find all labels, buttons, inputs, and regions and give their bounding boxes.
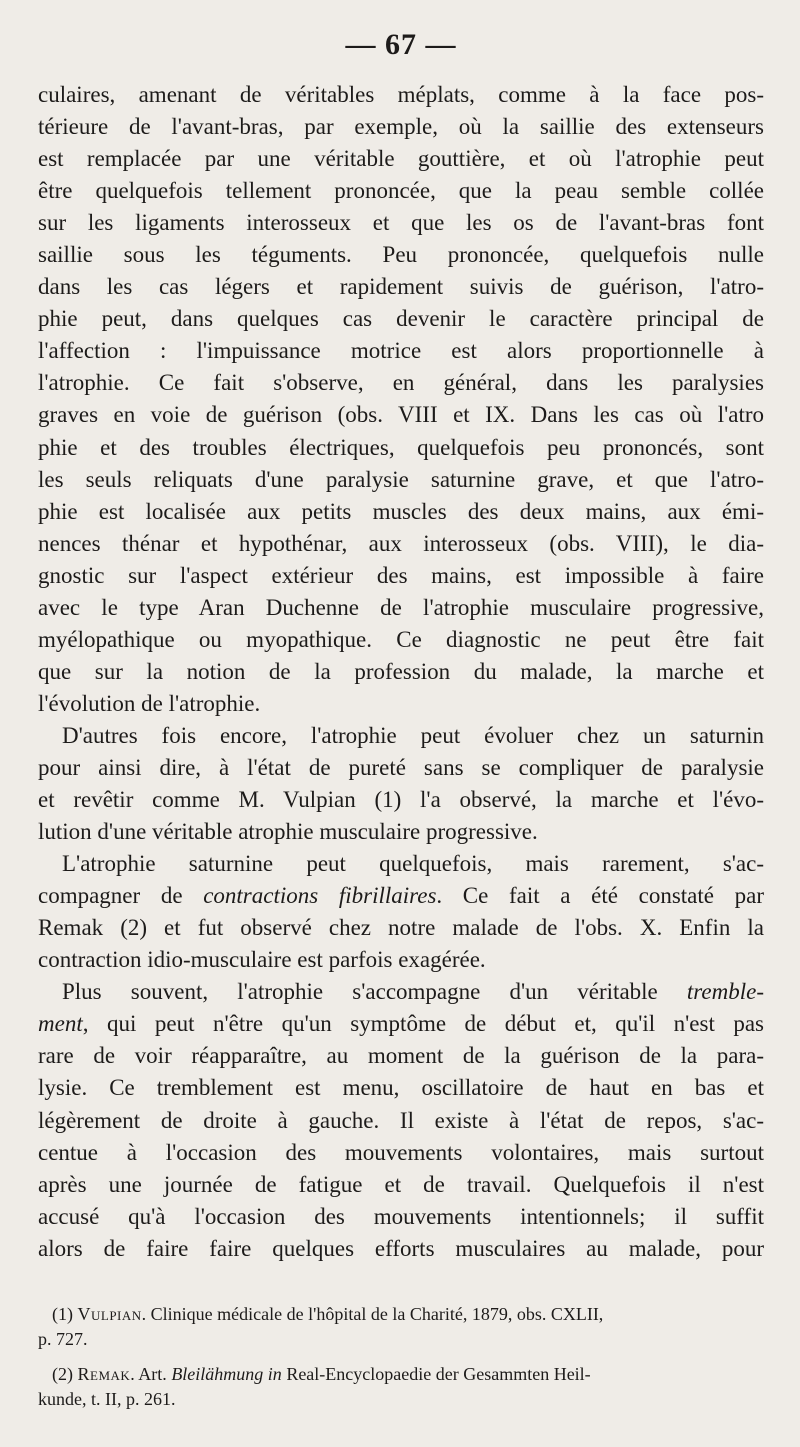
text-line: phie et des troubles électriques, quelquefois peu prononcés, sont [38,434,764,460]
text-line: lysie. Ce tremblement est menu, oscillatoire de haut en bas et [38,1075,764,1101]
document-page [38,0,764,1447]
text-line: lution d'une véritable atrophie musculaire progressive. [38,819,538,845]
italic-term: tremble- [686,979,764,1005]
footnote-line: p. 727. [38,1329,88,1349]
text-line: phie est localisée aux petits muscles des deux mains, aux émi- [38,498,764,524]
footnotes [38,1302,764,1422]
text-line: contraction idio-musculaire est parfois exagérée. [38,947,486,973]
text-line: centue à l'occasion des mouvements volontaires, mais surtout [38,1139,764,1165]
text-line-with-italic [38,1008,764,1040]
page-number: — 67 — [345,28,457,61]
text-run: . Ce fait a été constaté par [436,883,765,909]
text-line-with-italic [38,976,764,1008]
footnote-line [38,1362,764,1387]
text-line: que sur la notion de la profession du malade, la marche et [38,658,764,684]
text-line: l'affection : l'impuissance motrice est alors proportionnelle à [38,338,764,364]
text-line: nences thénar et hypothénar, aux interosseux (obs. VIII), le dia- [38,530,764,556]
text-run: , qui peut n'être qu'un symptôme de début et, qu'il n'est pas [82,1011,764,1037]
italic-term: ment [38,1011,83,1037]
text-line-with-italic [38,880,764,912]
footnote-italic-title: Bleilähmung in [171,1364,282,1384]
text-line: saillie sous les téguments. Peu prononcée, quelquefois nulle [38,242,764,268]
footnote-marker: (1) [52,1304,73,1324]
footnote-2 [38,1362,764,1412]
body-text [38,79,764,1265]
text-line: et revêtir comme M. Vulpian (1) l'a observé, la marche et l'évo- [38,787,764,813]
text-line: les seuls reliquats d'une paralysie saturnine grave, et que l'atro- [38,466,764,492]
footnote-text: Real-Encyclopaedie der Gesammten Heil- [281,1364,591,1384]
text-line: gnostic sur l'aspect extérieur des mains, est impossible à faire [38,562,764,588]
paragraph-1 [38,79,764,720]
footnote-author: Remak [77,1364,131,1384]
text-line: l'évolution de l'atrophie. [38,690,261,716]
footnote-line [38,1302,764,1327]
text-line: est remplacée par une véritable gouttière, et où l'atrophie peut [38,146,764,172]
text-line: myélopathique ou myopathique. Ce diagnostic ne peut être fait [38,626,764,652]
footnote-author: Vulpian [77,1304,142,1324]
italic-term: contractions fibrillaires [203,883,437,909]
text-line: L'atrophie saturnine peut quelquefois, mais rarement, s'ac- [62,851,764,877]
text-line: phie peut, dans quelques cas devenir le caractère principal de [38,306,764,332]
footnote-text: . Clinique médicale de l'hôpital de la Charité, 1879, obs. CXLII, [141,1304,604,1324]
text-line: dans les cas légers et rapidement suivis de guérison, l'atro- [38,274,764,300]
text-line: térieure de l'avant-bras, par exemple, où la saillie des extenseurs [38,114,764,140]
text-line: Remak (2) et fut observé chez notre malade de l'obs. X. Enfin la [38,915,764,941]
text-line: alors de faire faire quelques efforts musculaires au malade, pour [38,1235,764,1261]
text-line: l'atrophie. Ce fait s'observe, en général, dans les paralysies [38,370,764,396]
text-line: graves en voie de guérison (obs. VIII et IX. Dans les cas où l'atro [38,402,764,428]
text-line: pour ainsi dire, à l'état de pureté sans se compliquer de paralysie [38,754,764,780]
footnote-1 [38,1302,764,1352]
text-line: avec le type Aran Duchenne de l'atrophie musculaire progressive, [38,594,764,620]
text-line: être quelquefois tellement prononcée, que la peau semble collée [38,178,764,204]
paragraph-3 [38,848,764,976]
text-line: après une journée de fatigue et de travail. Quelquefois il n'est [38,1171,764,1197]
text-run: compagner de [38,883,204,909]
footnote-line: kunde, t. II, p. 261. [38,1389,176,1409]
paragraph-2 [38,720,764,848]
text-line: culaires, amenant de véritables méplats, comme à la face pos- [38,82,764,107]
text-line: légèrement de droite à gauche. Il existe à l'état de repos, s'ac- [38,1107,764,1133]
footnote-marker: (2) [52,1364,73,1384]
text-line: accusé qu'à l'occasion des mouvements intentionnels; il suffit [38,1203,764,1229]
text-line: D'autres fois encore, l'atrophie peut évoluer chez un saturnin [62,722,764,748]
paragraph-4 [38,976,764,1264]
footnote-text: . Art. [130,1364,172,1384]
text-line: rare de voir réapparaître, au moment de la guérison de la para- [38,1043,764,1069]
text-run: Plus souvent, l'atrophie s'accompagne d'un véritable [62,979,687,1005]
text-line: sur les ligaments interosseux et que les os de l'avant-bras font [38,210,764,236]
